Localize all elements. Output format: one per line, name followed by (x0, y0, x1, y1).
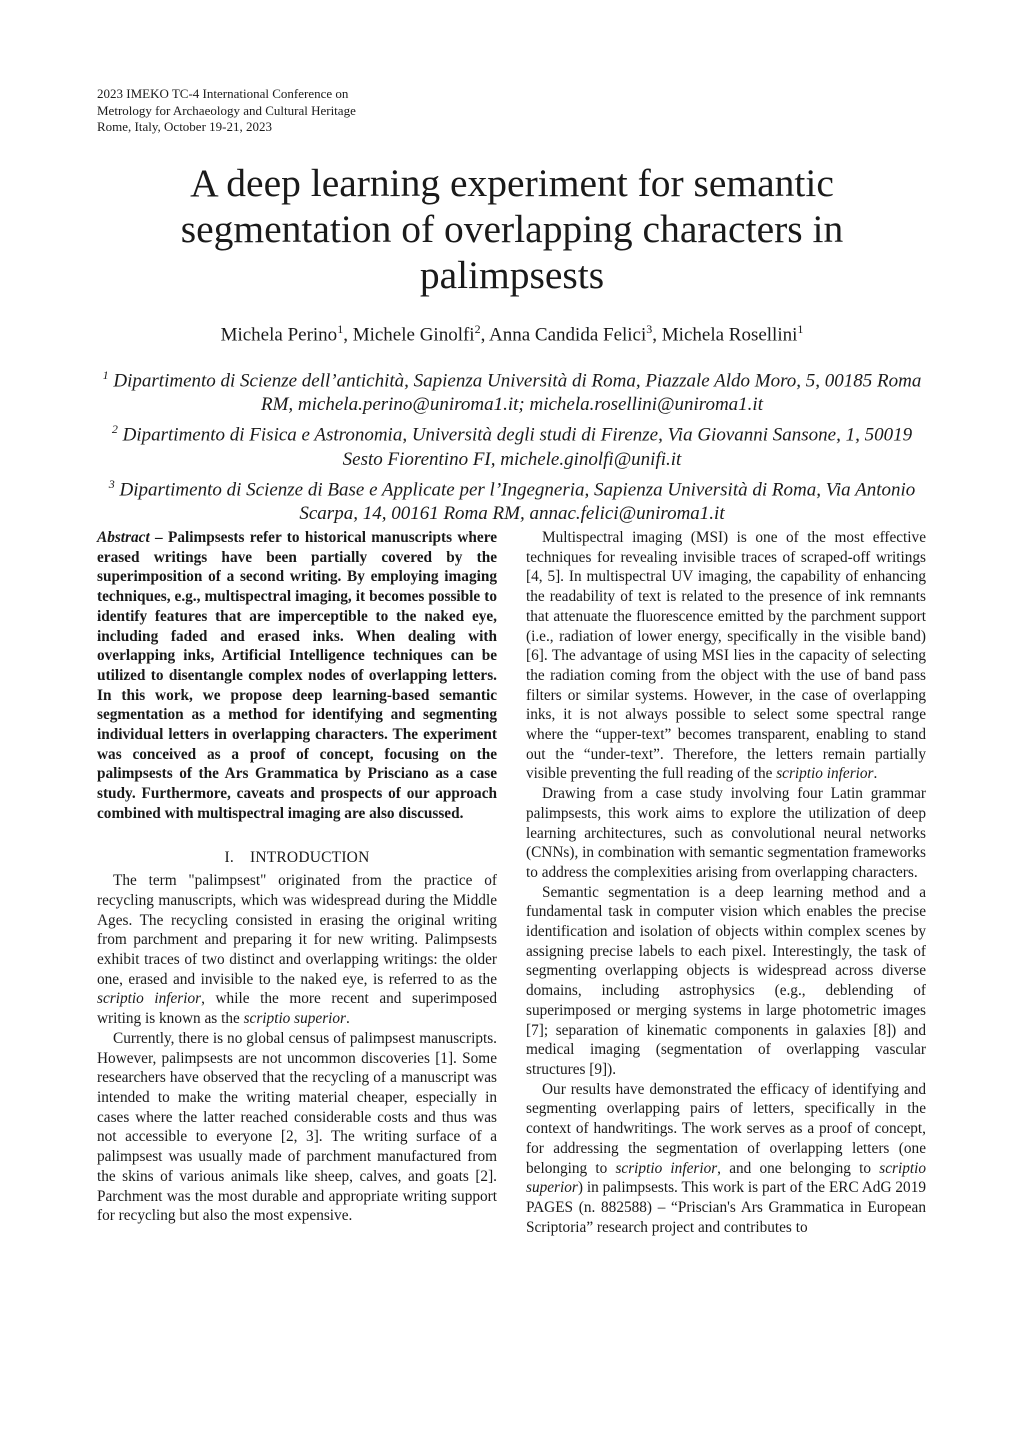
italic-term: scriptio inferior (615, 1159, 718, 1177)
conference-line: Rome, Italy, October 19-21, 2023 (97, 119, 272, 134)
section-number: I. (224, 848, 234, 866)
affiliation-text: Dipartimento di Scienze dell’antichità, Sapienza Università di Roma, Piazzale Aldo Moro, 5, 00185 Roma RM, michela.perino@uniroma1.it; michela.rosellini@uniroma1.it (113, 370, 922, 416)
author-name: Michela Rosellini (661, 324, 798, 346)
author-separator: , (343, 324, 353, 346)
paragraph: Drawing from a case study involving four Latin grammar palimpsests, this work aims to explore the utilization of deep learning architectures, such as convolutional neural networks (CNNs), in combination with semantic segmentation frameworks to address the complexities arising from overlapping characters. (526, 785, 926, 881)
paragraph-text: The term "palimpsest" originated from the practice of recycling manuscripts, which was widespread during the Middle Ages. The recycling consisted in erasing the original writing from parchment and preparing it for new writing. Palimpsests exhibit traces of two distinct and overlapping writings: the older one, erased and invisible to the naked eye, is referred to as the (97, 872, 497, 988)
section-heading (97, 848, 497, 868)
paragraph: Semantic segmentation is a deep learning method and a fundamental task in computer vision which enables the precise identification and isolation of objects within complex scenes by assigning precise labels to each pixel. Interestingly, the task of segmenting overlapping objects is widespread across diverse domains, including astrophysics (e.g., deblending of superimposed or merging systems in large photometric images [7]; separation of kinematic components in galaxies [8]) and medical imaging (segmentation of overlapping vascular structures [9]). (526, 883, 926, 1078)
paragraph-text: Multispectral imaging (MSI) is one of the most effective techniques for revealing invisible traces of scraped-off writings [4, 5]. In multispectral UV imaging, the capability of enhancing the readability of text is related to the presence of ink remnants that attenuate the fluorescence emitted by the parchment support (i.e., radiation of lower energy, specifically in the visible band) [6]. The advantage of using MSI lies in the capacity of selecting the radiation coming from the object with the use of band pass filters or similar systems. However, in the case of overlapping inks, it is not always possible to select some spectral range where the “upper-text” becomes transparent, enabling to stand out the “under-text”. Therefore, the letters remain partially visible preventing the full reading of the (526, 529, 926, 783)
conference-line: 2023 IMEKO TC-4 International Conference on (97, 86, 349, 101)
author-name: Anna Candida Felici (489, 324, 647, 346)
affiliation (100, 363, 924, 417)
paragraph-text: . (873, 765, 878, 783)
affiliation-text: Dipartimento di Fisica e Astronomia, Università degli studi di Firenze, Via Giovanni Sansone, 1, 50019 Sesto Fiorentino FI, michele.ginolfi@unifi.it (122, 424, 913, 470)
right-column (526, 528, 926, 1237)
paragraph: Currently, there is no global census of palimpsest manuscripts. However, palimpsests are not uncommon discoveries [1]. Some researchers have observed that the recycling of a manuscript was intended to make the writing material cheaper, especially in cases where the latter reached considerable costs and thus was not accessible to everyone [2, 3]. The writing surface of a palimpsest was usually made of parchment manufactured from the skins of various animals like sheep, calves, and goats [2]. Parchment was the most durable and appropriate writing support for recycling but also the most expensive. (97, 1029, 497, 1225)
italic-term: scriptio superior (526, 1159, 926, 1197)
paragraph-text: , while the more recent and superimposed writing is known as the (97, 990, 498, 1028)
author-affiliation-mark: 3 (646, 322, 653, 336)
conference-line: Metrology for Archaeology and Cultural Heritage (97, 102, 356, 118)
paragraph (526, 528, 926, 784)
affiliation-number: 1 (102, 368, 109, 382)
italic-term: scriptio superior (243, 1010, 347, 1028)
author-name: Michela Perino (220, 324, 338, 346)
author-affiliation-mark: 1 (797, 322, 804, 336)
affiliation (100, 417, 924, 471)
paper-title: A deep learning experiment for semantic segmentation of overlapping characters in palimpsests (180, 161, 844, 297)
paragraph (526, 1080, 926, 1238)
affiliation-number: 2 (111, 422, 118, 437)
author-name: Michele Ginolfi (352, 324, 475, 346)
author-affiliation-mark: 1 (337, 322, 344, 336)
paragraph-text: . (346, 1010, 350, 1028)
author-list (100, 317, 924, 347)
abstract-text: Palimpsests refer to historical manuscripts where erased writings have been partially covered by the superimposition of a second writing. By employing imaging techniques, e.g., multispectral imaging, it becomes possible to identify features that are imperceptible to the naked eye, including faded and erased inks. When dealing with overlapping inks, Artificial Intelligence techniques can be utilized to disentangle complex nodes of overlapping letters. In this work, we propose deep learning-based semantic segmentation as a method for identifying and segmenting individual letters in overlapping characters. The experiment was conceived as a proof of concept, focusing on the palimpsests of the Ars Grammatica by Prisciano as a case study. Furthermore, caveats and prospects of our approach combined with multispectral imaging are also discussed. (97, 529, 497, 822)
author-separator: , (480, 324, 490, 346)
section-title: INTRODUCTION (249, 848, 370, 866)
paragraph-text: ) in palimpsests. This work is part of the ERC AdG 2019 PAGES (n. 882588) – “Priscian's Ars Grammatica in European Scriptoria” research project and contributes to (526, 1179, 926, 1236)
author-separator: , (652, 324, 662, 346)
italic-term: scriptio inferior (97, 990, 202, 1008)
left-column (97, 528, 497, 1226)
affiliation-number: 3 (108, 476, 115, 491)
affiliations (100, 363, 924, 526)
abstract-dash: – (149, 529, 168, 546)
abstract-label: Abstract (97, 529, 150, 546)
affiliation-text: Dipartimento di Scienze di Base e Applicate per l’Ingegneria, Sapienza Università di Roma, Via Antonio Scarpa, 14, 00161 Roma RM, annac.felici@uniroma1.it (119, 478, 916, 524)
affiliation (100, 472, 924, 526)
italic-term: scriptio inferior (776, 765, 874, 783)
paragraph-text: , and one belonging to (717, 1159, 880, 1177)
abstract (97, 528, 497, 824)
paragraph-text: Our results have demonstrated the efficacy of identifying and segmenting overlapping pairs of letters, specifically in the context of handwritings. The work serves as a proof of concept, for addressing the segmentation of overlapping letters (one belonging to (526, 1080, 926, 1177)
conference-header (97, 86, 356, 136)
author-affiliation-mark: 2 (474, 322, 481, 336)
paragraph (97, 871, 497, 1029)
